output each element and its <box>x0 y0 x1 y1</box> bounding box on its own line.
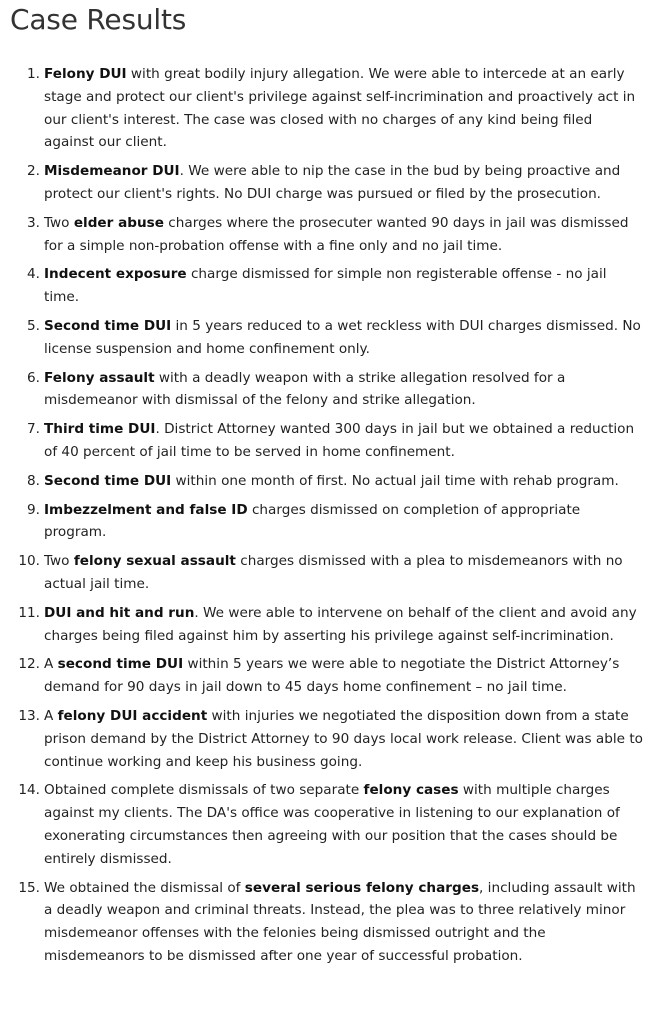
list-item-text-after: . We were able to intervene on behalf of the client and avoid any charges being filed against him by asserting his privilege against self-incrimination. <box>44 604 637 644</box>
list-item-number: 3. <box>27 214 40 231</box>
list-item-text-after: within one month of first. No actual jail time with rehab program. <box>171 472 619 489</box>
list-item-highlight: Indecent exposure <box>44 266 187 283</box>
case-results-list <box>10 63 645 968</box>
list-item-text-after: with great bodily injury allegation. We were able to intercede at an early stage and protect our client's privilege against self-incrimination and proactively act in our client's interest. The case was closed with no charges of any kind being filed against our client. <box>44 66 636 151</box>
list-item <box>10 705 645 773</box>
list-item-text-after: , including assault with a deadly weapon and criminal threats. Instead, the plea was to three relatively minor misdemeanor offenses with the felonies being dismissed outright and the misdemeanors to be dismissed after one year of successful probation. <box>44 879 636 964</box>
list-item-text-after: . We were able to nip the case in the bud by being proactive and protect our client's rights. No DUI charge was pursued or filed by the prosecution. <box>44 163 621 202</box>
list-item-text-before: Two <box>44 553 74 570</box>
list-item-text-after: charges where the prosecuter wanted 90 days in jail was dismissed for a simple non-probation offense with a fine only and no jail time. <box>44 214 629 254</box>
list-item <box>10 263 645 309</box>
list-item-number: 13. <box>18 707 40 724</box>
list-item <box>10 418 645 464</box>
list-item-text-before: A <box>44 656 58 673</box>
list-item-text-before: We obtained the dismissal of <box>44 879 245 896</box>
list-item-text-before: Two <box>44 214 74 231</box>
list-item-text-after: charge dismissed for simple non registerable offense - no jail time. <box>44 266 607 306</box>
list-item-highlight: felony DUI accident <box>57 707 208 724</box>
list-item-highlight: several serious felony charges <box>244 879 480 896</box>
list-item-highlight: elder abuse <box>73 214 164 231</box>
list-item-number: 12. <box>18 656 40 673</box>
list-item <box>10 877 645 968</box>
list-item-number: 15. <box>18 879 40 896</box>
list-item <box>10 160 645 206</box>
list-item-text-after: charges dismissed with a plea to misdemeanors with no actual jail time. <box>44 553 623 592</box>
list-item <box>10 212 645 258</box>
list-item <box>10 602 645 648</box>
list-item-highlight: felony cases <box>363 782 459 799</box>
list-item-text-before: A <box>44 707 58 724</box>
list-item-number: 1. <box>27 66 40 82</box>
list-item-highlight: felony sexual assault <box>73 553 236 570</box>
list-item-text-before: Obtained complete dismissals of two separate <box>44 782 364 799</box>
list-item-text-after: charges dismissed on completion of appropriate program. <box>44 501 581 541</box>
list-item-highlight: Second time DUI <box>44 317 172 334</box>
list-item <box>10 779 645 870</box>
list-item <box>10 63 645 154</box>
list-item-highlight: Felony assault <box>44 369 155 386</box>
list-item-number: 11. <box>18 604 40 621</box>
list-item-number: 6. <box>27 369 40 386</box>
list-item-number: 5. <box>27 317 40 334</box>
list-item-highlight: Third time DUI <box>44 421 156 438</box>
list-item-number: 8. <box>27 472 40 489</box>
list-item-text-after: with a deadly weapon with a strike allegation resolved for a misdemeanor with dismissal of the felony and strike allegation. <box>44 369 566 409</box>
list-item <box>10 367 645 413</box>
list-item-text-after: with injuries we negotiated the disposition down from a state prison demand by the District Attorney to 90 days local work release. Client was able to continue working and keep his business going. <box>44 707 643 770</box>
list-item <box>10 470 645 493</box>
list-item-number: 10. <box>18 553 40 570</box>
list-item <box>10 653 645 699</box>
list-item <box>10 315 645 361</box>
list-item <box>10 550 645 596</box>
page-title: Case Results <box>10 3 187 36</box>
list-item-highlight: Misdemeanor DUI <box>44 163 180 180</box>
list-item-highlight: second time DUI <box>57 656 184 673</box>
list-item-number: 14. <box>18 782 40 799</box>
list-item-highlight: Felony DUI <box>44 66 127 82</box>
list-item-text-after: with multiple charges against my clients. The DA's office was cooperative in listening to our explanation of exonerating circumstances then agreeing with our position that the cases should be entirely dismissed. <box>44 782 620 867</box>
list-item-highlight: Second time DUI <box>44 472 172 489</box>
list-item-number: 9. <box>27 501 40 518</box>
list-item-text-after: within 5 years we were able to negotiate the District Attorney’s demand for 90 days in jail down to 45 days home confinement – no jail time. <box>44 656 620 696</box>
page <box>0 2 655 1026</box>
list-item-text-after: . District Attorney wanted 300 days in jail but we obtained a reduction of 40 percent of jail time to be served in home confinement. <box>44 421 635 460</box>
list-item-highlight: Imbezzelment and false ID <box>44 501 248 518</box>
list-item-number: 7. <box>27 421 40 438</box>
list-item-highlight: DUI and hit and run <box>44 604 195 621</box>
list-item-number: 4. <box>27 266 40 283</box>
list-item-number: 2. <box>27 163 40 180</box>
list-item-text-after: in 5 years reduced to a wet reckless with DUI charges dismissed. No license suspension and home confinement only. <box>44 317 641 357</box>
list-item <box>10 499 645 545</box>
